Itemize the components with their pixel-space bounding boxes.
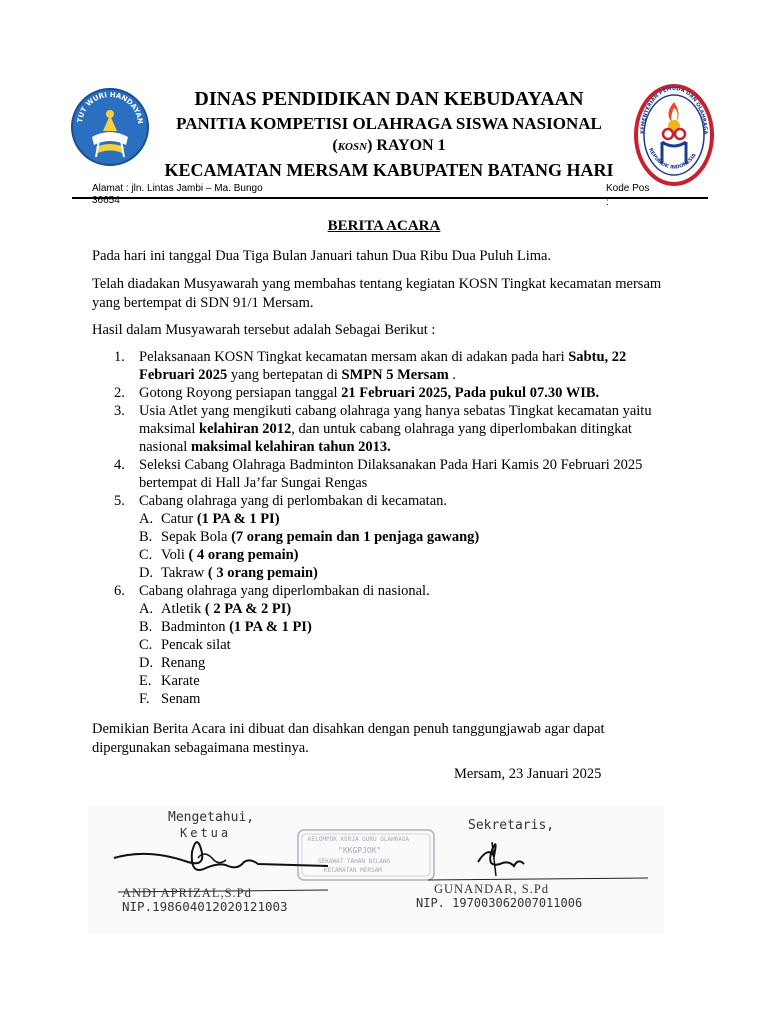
letterhead-line2: PANITIA KOMPETISI OLAHRAGA SISWA NASIONAL <box>176 114 602 133</box>
list-item: 2. Gotong Royong persiapan tanggal 21 Februari 2025, Pada pukul 07.30 WIB. <box>114 385 600 401</box>
sekretaris-name: GUNANDAR, S.Pd <box>434 882 550 896</box>
address-block <box>92 182 652 208</box>
letterhead-line4: KECAMATAN MERSAM KABUPATEN BATANG HARI <box>164 160 614 180</box>
letterhead-line3: (KOSN) RAYON 1 <box>332 137 446 154</box>
list-item: 5. Cabang olahraga yang di perlombakan di kecamatan. A. Catur (1 PA & 1 PI) B. Sepak Bola (7 orang pemain dan 1 penjaga gawang) C. Voli ( 4 orang pemain) D. Takraw ( 3 orang pemain) <box>92 492 682 582</box>
mengetahui-label: Mengetahui, <box>168 810 255 825</box>
sub-list-item: F. Senam <box>139 691 201 707</box>
ketua-name: ANDI APRIZAL,S.Pd <box>122 886 252 900</box>
closing-paragraph: Demikian Berita Acara ini dibuat dan disahkan dengan penuh tanggungjawab agar dapat dipergunakan sebagaimana mestinya. <box>92 721 605 756</box>
list-item: 6. Cabang olahraga yang diperlombakan di nasional. A. Atletik ( 2 PA & 2 PI) B. Badminton (1 PA & 1 PI) C. Pencak silat D. Renang E. Karate F. Senam <box>92 582 682 708</box>
kode-pos-value: 36654 <box>92 195 120 206</box>
paragraph-date: Pada hari ini tanggal Dua Tiga Bulan Januari tahun Dua Ribu Dua Puluh Lima. <box>92 248 552 264</box>
sekretaris-label: Sekretaris, <box>468 818 555 833</box>
tut-wuri-handayani-logo <box>70 85 150 180</box>
list-item: 3. Usia Atlet yang mengikuti cabang olahraga yang hanya sebatas Tingkat kecamatan yaitu maksimal kelahiran 2012, dan untuk cabang olahraga yang diperlombakan ditingkat nasional maksimal kelahiran tahun 2013. <box>114 403 652 455</box>
letterhead <box>150 86 628 182</box>
svg-text:REPUBLIK INDONESIA: REPUBLIK INDONESIA <box>647 147 698 171</box>
sub-list-item: D. Takraw ( 3 orang pemain) <box>139 565 318 581</box>
list-item: 4. Seleksi Cabang Olahraga Badminton Dilaksanakan Pada Hari Kamis 20 Februari 2025 bertempat di Hall Ja’far Sungai Rengas <box>114 457 643 491</box>
sub-list-item: D. Renang <box>139 655 206 671</box>
sub-list-item: A. Catur (1 PA & 1 PI) <box>139 511 280 527</box>
ketua-label: Ketua <box>180 826 232 840</box>
paragraph-results-heading: Hasil dalam Musyawarah tersebut adalah Sebagai Berikut : <box>92 322 436 338</box>
letterhead-line1: DINAS PENDIDIKAN DAN KEBUDAYAAN <box>194 88 584 110</box>
signature-block <box>88 806 664 934</box>
document-title: BERITA ACARA <box>327 218 441 234</box>
place-date: Mersam, 23 Januari 2025 <box>454 766 602 782</box>
svg-text:TUT WURI HANDAYANI: TUT WURI HANDAYAN <box>76 90 145 125</box>
sub-list-item: E. Karate <box>139 673 200 689</box>
sub-list-item: B. Sepak Bola (7 orang pemain dan 1 penjaga gawang) <box>139 529 480 545</box>
ketua-nip: NIP.198604012020121003 <box>122 899 288 914</box>
handwritten-signatures <box>88 806 664 934</box>
sekretaris-nip: NIP. 197003062007011006 <box>416 896 583 910</box>
header-divider <box>72 197 708 199</box>
sub-list-item: B. Badminton (1 PA & 1 PI) <box>139 619 312 635</box>
kemenpora-logo <box>634 84 714 186</box>
official-stamp: KELOMPOK KERJA GURU OLAHRAGA "KKGPJOK" SEKAWAT TAHAN BILANG KECAMATAN MERSAM <box>296 828 436 882</box>
sub-list-item: C. Pencak silat <box>139 637 231 653</box>
list-item: 1. Pelaksanaan KOSN Tingkat kecamatan mersam akan di adakan pada hari Sabtu, 22 Februari 2025 yang bertepatan di SMPN 5 Mersam . <box>114 349 627 383</box>
results-list <box>92 348 682 708</box>
sub-list-item: A. Atletik ( 2 PA & 2 PI) <box>139 601 292 617</box>
address-text: Alamat : jln. Lintas Jambi – Ma. Bungo <box>92 183 263 194</box>
paragraph-intro: Telah diadakan Musyawarah yang membahas tentang kegiatan KOSN Tingkat kecamatan mersam yang bertempat di SDN 91/1 Mersam. <box>92 276 662 311</box>
sub-list-item: C. Voli ( 4 orang pemain) <box>139 547 299 563</box>
kode-pos-label: Kode Pos : <box>606 183 650 208</box>
svg-text:KEMENTERIAN PEMUDA DAN OLAHRAG: KEMENTERIAN PEMUDA DAN OLAHRAGA <box>639 85 709 135</box>
